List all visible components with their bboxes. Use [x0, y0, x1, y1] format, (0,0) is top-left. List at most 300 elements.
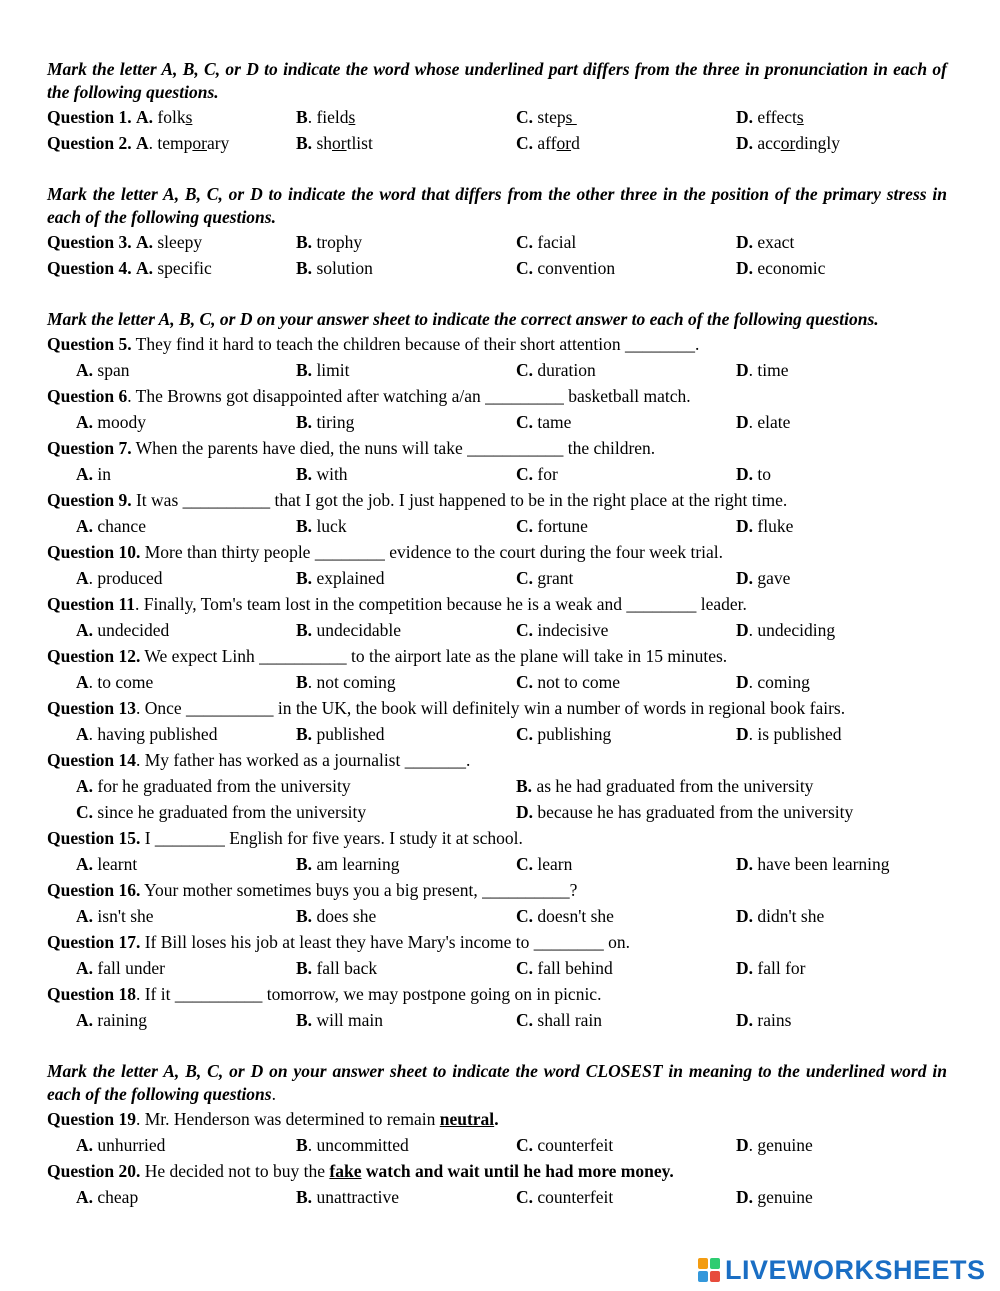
option-letter: A	[76, 724, 89, 744]
answer-option	[76, 357, 129, 383]
logo-text: LIVEWORKSHEETS	[725, 1254, 986, 1285]
question-label: Question 12.	[47, 646, 141, 666]
option-letter: B.	[516, 776, 533, 796]
option-text: . to come	[88, 672, 154, 692]
option-text: am learning	[312, 854, 400, 874]
option-letter: C.	[516, 107, 534, 127]
option-letter: D	[736, 360, 749, 380]
question-text: If Bill loses his job at least they have Mary's income to ________ on.	[140, 932, 631, 952]
option-text: undecidable	[312, 620, 401, 640]
option-text: counterfeit	[533, 1187, 614, 1207]
option-letter: B.	[296, 360, 313, 380]
option-letter: B	[296, 1135, 308, 1155]
option-text: trophy	[312, 232, 363, 252]
option-text: moody	[93, 412, 147, 432]
option-text: tiring	[312, 412, 355, 432]
option-text: . elate	[748, 412, 791, 432]
option-letter: C.	[516, 133, 534, 153]
question-row	[47, 255, 947, 281]
option-text: fall under	[93, 958, 165, 978]
option-letter: A	[76, 672, 89, 692]
option-letter: D.	[736, 1010, 754, 1030]
option-text: does she	[312, 906, 377, 926]
option-letter: D.	[736, 1187, 754, 1207]
answer-option	[736, 721, 842, 747]
option-text: explained	[312, 568, 385, 588]
answer-option	[296, 955, 377, 981]
option-letter: A.	[76, 958, 94, 978]
options-row	[47, 409, 947, 435]
section-instruction: Mark the letter A, B, C, or D to indicate the word whose underlined part differs from the three in pronunciation in each of the following questions.	[47, 59, 947, 102]
answer-option	[76, 955, 165, 981]
answer-option	[296, 357, 350, 383]
question-text: . My father has worked as a journalist _______.	[135, 750, 471, 770]
option-letter: B.	[296, 958, 313, 978]
question-list	[47, 331, 947, 1033]
answer-option	[736, 357, 789, 383]
answer-option	[516, 669, 620, 695]
option-letter: A.	[76, 620, 94, 640]
question-text: We expect Linh __________ to the airport late as the plane will take in 15 minutes.	[140, 646, 728, 666]
answer-option	[736, 409, 790, 435]
logo-mark-tile	[710, 1271, 720, 1282]
answer-option	[516, 461, 558, 487]
answer-option	[736, 461, 771, 487]
section-instruction: Mark the letter A, B, C, or D to indicate the word that differs from the other three in the position of the primary stress in each of the following questions.	[47, 184, 947, 227]
option-letter: D.	[736, 854, 754, 874]
option-letter: D	[736, 412, 749, 432]
option-letter: B.	[296, 412, 313, 432]
answer-option	[296, 409, 354, 435]
option-text: duration	[533, 360, 596, 380]
answer-option	[516, 851, 572, 877]
option-text: dingly	[795, 133, 841, 153]
options-row	[47, 1184, 947, 1210]
underlined-part: s	[796, 107, 804, 127]
option-letter: A.	[135, 258, 153, 278]
answer-option	[736, 903, 824, 929]
option-letter: D.	[736, 133, 754, 153]
option-letter: A.	[76, 412, 94, 432]
option-letter: D	[736, 672, 749, 692]
option-text: fortune	[533, 516, 588, 536]
option-text: ary	[206, 133, 230, 153]
option-letter: B.	[296, 232, 313, 252]
option-text: published	[312, 724, 385, 744]
question-stem	[47, 695, 947, 721]
option-text: specific	[153, 258, 212, 278]
option-text: counterfeit	[533, 1135, 614, 1155]
answer-option	[736, 955, 806, 981]
option-letter: C.	[76, 802, 94, 822]
underlined-part: or	[780, 133, 796, 153]
question-stem	[47, 981, 947, 1007]
answer-option	[76, 851, 137, 877]
options-row	[47, 1132, 947, 1158]
option-letter: A.	[76, 1135, 94, 1155]
option-letter: B.	[296, 1187, 313, 1207]
question-text: They find it hard to teach the children because of their short attention ________.	[131, 334, 700, 354]
option-text: didn't she	[753, 906, 825, 926]
options-row	[47, 357, 947, 383]
option-text: cheap	[93, 1187, 139, 1207]
answer-option	[296, 565, 384, 591]
question-text: I ________ English for five years. I study it at school.	[140, 828, 523, 848]
question-stem	[47, 487, 947, 513]
answer-option	[516, 513, 588, 539]
option-text: . not coming	[307, 672, 396, 692]
question-row	[47, 229, 947, 255]
answer-option	[516, 565, 573, 591]
underlined-part: or	[556, 133, 572, 153]
option-text: unattractive	[312, 1187, 400, 1207]
option-letter: C.	[516, 258, 534, 278]
option-text: chance	[93, 516, 146, 536]
answer-option	[296, 851, 400, 877]
option-letter: A.	[76, 1187, 94, 1207]
options-row	[47, 669, 947, 695]
question-label: Question 10.	[47, 542, 141, 562]
answer-option	[76, 903, 154, 929]
option-text: . coming	[748, 672, 810, 692]
option-letter: C.	[516, 958, 534, 978]
question-label: Question 18	[47, 984, 136, 1004]
options-row	[47, 851, 947, 877]
option-letter: C.	[516, 672, 534, 692]
question-text: .	[494, 1109, 499, 1129]
answer-option	[296, 513, 347, 539]
option-letter: B.	[296, 464, 313, 484]
option-letter: D.	[736, 516, 754, 536]
option-text: sleepy	[153, 232, 203, 252]
underlined-part: s	[185, 107, 193, 127]
option-text: because he has graduated from the university	[533, 802, 854, 822]
option-letter: D	[736, 724, 749, 744]
option-text: for	[533, 464, 558, 484]
question-row	[47, 104, 947, 130]
option-text: grant	[533, 568, 574, 588]
logo-mark-tile	[710, 1258, 720, 1269]
option-text: publishing	[533, 724, 612, 744]
options-row	[47, 721, 947, 747]
question-label: Question 6	[47, 386, 128, 406]
answer-option	[736, 513, 793, 539]
question-text: It was __________ that I got the job. I just happened to be in the right place at the right time.	[131, 490, 788, 510]
question-row	[47, 130, 947, 156]
option-letter: B	[296, 107, 308, 127]
option-letter: A.	[135, 107, 153, 127]
option-letter: A.	[76, 1010, 94, 1030]
options-row	[47, 565, 947, 591]
option-text: fluke	[753, 516, 794, 536]
question-text: . Finally, Tom's team lost in the competition because he is a weak and ________ leader.	[135, 594, 747, 614]
answer-option	[76, 773, 351, 799]
answer-option	[736, 565, 790, 591]
answer-option	[516, 357, 596, 383]
question-label: Question 11	[47, 594, 136, 614]
option-letter: A.	[135, 232, 153, 252]
option-letter: A.	[76, 360, 94, 380]
option-text: raining	[93, 1010, 147, 1030]
question-stem	[47, 825, 947, 851]
answer-option	[296, 461, 348, 487]
option-text: tlist	[346, 133, 373, 153]
underlined-part: s	[348, 107, 356, 127]
option-text: indecisive	[533, 620, 609, 640]
option-text: for he graduated from the university	[93, 776, 351, 796]
option-text: tame	[533, 412, 572, 432]
option-letter: B.	[296, 133, 313, 153]
answer-option	[736, 1184, 813, 1210]
option-letter: B.	[296, 724, 313, 744]
option-text: . uncommitted	[307, 1135, 409, 1155]
option-text: with	[312, 464, 348, 484]
option-text: aff	[533, 133, 557, 153]
question-label: Question 13	[47, 698, 136, 718]
question-stem	[47, 877, 947, 903]
option-text: . field	[307, 107, 349, 127]
option-text: since he graduated from the university	[93, 802, 367, 822]
option-text: unhurried	[93, 1135, 166, 1155]
option-text: undecided	[93, 620, 170, 640]
logo-mark-icon	[697, 1257, 721, 1283]
question-label: Question 17.	[47, 932, 141, 952]
option-letter: D.	[736, 258, 754, 278]
options-row	[47, 773, 947, 799]
answer-option	[76, 617, 169, 643]
option-letter: A	[76, 568, 89, 588]
option-text: facial	[533, 232, 577, 252]
option-letter: D.	[736, 906, 754, 926]
answer-option	[296, 669, 396, 695]
option-text: doesn't she	[533, 906, 614, 926]
option-letter: C.	[516, 568, 534, 588]
answer-option	[296, 1007, 383, 1033]
underlined-part: or	[192, 133, 207, 153]
answer-option	[76, 1184, 138, 1210]
question-label: Question 16.	[47, 880, 141, 900]
option-text: effect	[753, 107, 797, 127]
options-row	[47, 903, 947, 929]
liveworksheets-logo	[697, 1255, 993, 1285]
option-text: isn't she	[93, 906, 154, 926]
option-letter: C.	[516, 906, 534, 926]
option-text: gave	[753, 568, 791, 588]
option-letter: C.	[516, 854, 534, 874]
option-letter: C.	[516, 1010, 534, 1030]
question-stem	[47, 1158, 947, 1184]
question-stem	[47, 383, 947, 409]
question-text: . If it __________ tomorrow, we may postpone going on in picnic.	[135, 984, 602, 1004]
question-label: Question 20.	[47, 1161, 141, 1181]
option-letter: D.	[736, 232, 754, 252]
options-row	[47, 617, 947, 643]
option-text: genuine	[753, 1187, 813, 1207]
option-letter: D	[736, 620, 749, 640]
question-label: Question 3.	[47, 232, 132, 252]
answer-option	[736, 851, 890, 877]
option-letter: D.	[736, 958, 754, 978]
worksheet-page	[47, 58, 947, 1210]
answer-option	[76, 461, 111, 487]
answer-option	[296, 1132, 409, 1158]
option-letter: B.	[296, 568, 313, 588]
option-letter: B.	[296, 854, 313, 874]
option-letter: C.	[516, 1135, 534, 1155]
answer-option	[516, 799, 853, 825]
option-text: exact	[753, 232, 795, 252]
option-text: . genuine	[748, 1135, 813, 1155]
option-text: acc	[753, 133, 781, 153]
options-row	[47, 513, 947, 539]
options-row	[47, 955, 947, 981]
option-text: . having published	[88, 724, 218, 744]
question-stem	[47, 643, 947, 669]
question-stem	[47, 1106, 947, 1132]
answer-option	[76, 799, 366, 825]
option-text: have been learning	[753, 854, 890, 874]
option-text: . time	[748, 360, 789, 380]
option-text: sh	[312, 133, 332, 153]
option-text: . is published	[748, 724, 842, 744]
answer-option	[76, 409, 146, 435]
option-letter: C.	[516, 360, 534, 380]
logo-mark-tile	[698, 1271, 708, 1282]
answer-option	[296, 617, 401, 643]
option-text: will main	[312, 1010, 384, 1030]
question-stem	[47, 331, 947, 357]
option-text: learn	[533, 854, 573, 874]
question-text: Your mother sometimes buys you a big present, __________?	[140, 880, 578, 900]
underlined-part: or	[332, 133, 347, 153]
option-letter: A.	[76, 464, 94, 484]
option-text: economic	[753, 258, 826, 278]
question-label: Question 9.	[47, 490, 132, 510]
option-text: . produced	[88, 568, 163, 588]
question-label: Question 19	[47, 1109, 136, 1129]
option-text: fall for	[753, 958, 806, 978]
answer-option	[76, 1132, 165, 1158]
question-label: Question 14	[47, 750, 136, 770]
instruction-text: Mark the letter A, B, C, or D on your answer sheet to indicate the word CLOSEST in meaning to the underlined word in each of the following questions	[47, 1061, 947, 1104]
options-row	[47, 1007, 947, 1033]
question-label: Question 2.	[47, 133, 132, 153]
question-list	[47, 1106, 947, 1210]
answer-option	[516, 1132, 613, 1158]
option-text: limit	[312, 360, 350, 380]
option-text: luck	[312, 516, 347, 536]
option-letter: B.	[296, 1010, 313, 1030]
option-letter: B	[296, 672, 308, 692]
option-text: fall behind	[533, 958, 613, 978]
option-text: learnt	[93, 854, 138, 874]
option-text: to	[753, 464, 772, 484]
option-text: step	[533, 107, 566, 127]
option-text: in	[93, 464, 112, 484]
options-row	[47, 461, 947, 487]
options-row	[47, 799, 947, 825]
answer-option	[736, 669, 810, 695]
option-letter: C.	[516, 620, 534, 640]
question-text: . The Browns got disappointed after watching a/an _________ basketball match.	[127, 386, 691, 406]
answer-option	[736, 1132, 813, 1158]
option-letter: B.	[296, 620, 313, 640]
option-text: rains	[753, 1010, 792, 1030]
option-letter: A.	[76, 776, 94, 796]
option-letter: A.	[76, 906, 94, 926]
option-letter: C.	[516, 464, 534, 484]
question-text: He decided not to buy the	[140, 1161, 330, 1181]
answer-option	[76, 721, 217, 747]
question-text: . Mr. Henderson was determined to remain	[135, 1109, 440, 1129]
question-label: Question 7.	[47, 438, 132, 458]
option-text: folk	[153, 107, 186, 127]
option-text: convention	[533, 258, 616, 278]
option-letter: D	[736, 1135, 749, 1155]
section-instruction: Mark the letter A, B, C, or D on your answer sheet to indicate the correct answer to each of the following questions.	[47, 309, 879, 329]
option-letter: C.	[516, 516, 534, 536]
question-text: More than thirty people ________ evidence to the court during the four week trial.	[140, 542, 724, 562]
option-letter: A	[135, 133, 149, 153]
question-stem	[47, 929, 947, 955]
option-text: span	[93, 360, 130, 380]
section-instruction	[47, 1060, 947, 1106]
option-letter: C.	[516, 232, 534, 252]
option-text: . undeciding	[748, 620, 836, 640]
question-label: Question 15.	[47, 828, 141, 848]
option-letter: B.	[296, 258, 313, 278]
option-letter: A.	[76, 854, 94, 874]
answer-option	[76, 565, 163, 591]
question-stem	[47, 747, 947, 773]
answer-option	[736, 1007, 791, 1033]
logo-mark-tile	[698, 1258, 708, 1269]
answer-option	[516, 1007, 602, 1033]
option-text: shall rain	[533, 1010, 603, 1030]
answer-option	[736, 617, 835, 643]
answer-option	[516, 955, 613, 981]
option-text: fall back	[312, 958, 378, 978]
option-text: not to come	[533, 672, 621, 692]
option-letter: B.	[296, 906, 313, 926]
question-text: watch and wait until he had more money.	[361, 1161, 674, 1181]
answer-option	[296, 721, 385, 747]
answer-option	[516, 409, 571, 435]
option-text: . temp	[148, 133, 193, 153]
option-letter: B.	[296, 516, 313, 536]
underlined-part: s	[565, 107, 577, 127]
answer-option	[76, 669, 153, 695]
answer-option	[516, 617, 608, 643]
answer-option	[516, 773, 813, 799]
option-letter: D.	[736, 568, 754, 588]
option-letter: D.	[736, 464, 754, 484]
question-text: . Once __________ in the UK, the book will definitely win a number of words in regional book fairs.	[135, 698, 846, 718]
question-label: Question 1.	[47, 107, 132, 127]
underlined-keyword: neutral	[439, 1109, 495, 1129]
question-stem	[47, 539, 947, 565]
option-letter: C.	[516, 1187, 534, 1207]
option-letter: A.	[76, 516, 94, 536]
option-text: as he had graduated from the university	[532, 776, 814, 796]
answer-option	[76, 1007, 147, 1033]
answer-option	[516, 1184, 613, 1210]
answer-option	[516, 721, 611, 747]
underlined-keyword: fake	[329, 1161, 362, 1181]
answer-option	[296, 903, 376, 929]
question-label: Question 5.	[47, 334, 132, 354]
option-letter: D.	[516, 802, 534, 822]
